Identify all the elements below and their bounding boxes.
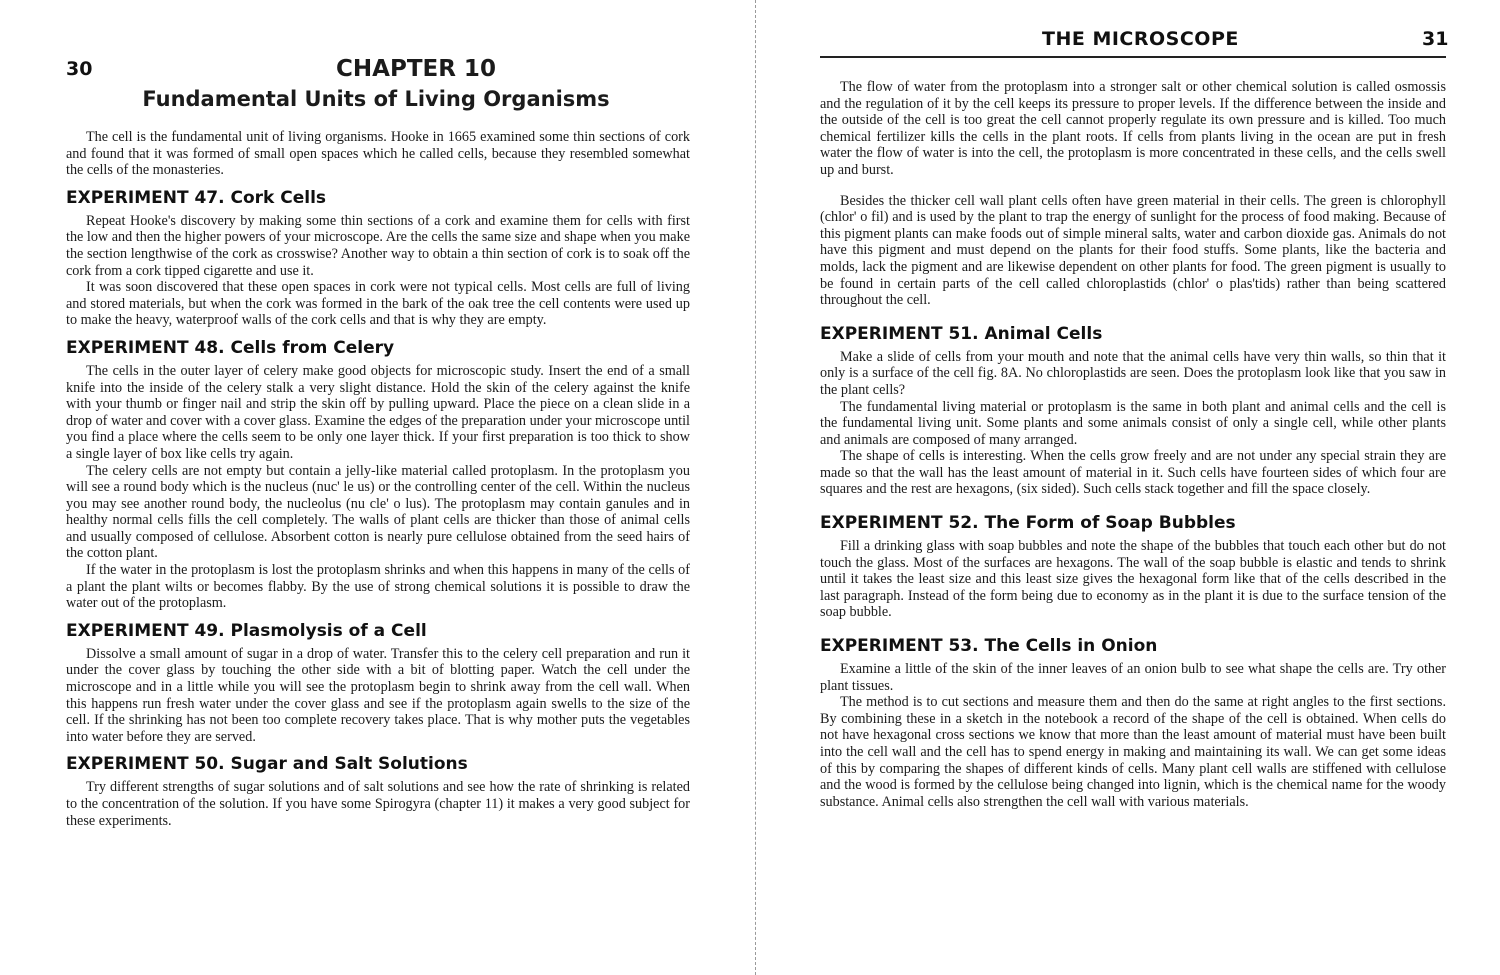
running-head: THE MICROSCOPE bbox=[1042, 28, 1239, 50]
experiment-48-paragraph-3: If the water in the protoplasm is lost the protoplasm shrinks and when this happens in many of the cells of a plant the plant wilts or becomes flabby. By the use of strong chemical solutions it is possible to draw the water out of the protoplasm. bbox=[66, 562, 690, 612]
experiment-53-paragraph-2: The method is to cut sections and measure them and then do the same at right angles to the first sections. By combining these in a sketch in the notebook a record of the shape of the cell is obtained. When cells do not have hexagonal cross sections we know that more than the least amount of material must have been built into the cell wall and the cell has to spend energy in making and maintaining its wall. We can get some ideas of this by comparing the shapes of different kinds of cells. Many plant cell walls are stiffened with cellulose and the wood is formed by the cellulose being changed into lignin, which is the chemical name for the woody substance. Animal cells also strengthen the cell wall with various materials. bbox=[820, 694, 1446, 810]
chapter-title: Fundamental Units of Living Organisms bbox=[142, 87, 610, 111]
experiment-47-heading: EXPERIMENT 47. Cork Cells bbox=[66, 187, 327, 208]
experiment-50-heading: EXPERIMENT 50. Sugar and Salt Solutions bbox=[66, 754, 468, 775]
right-page bbox=[760, 0, 1500, 975]
experiment-48-paragraph-1: The cells in the outer layer of celery make good objects for microscopic study. Insert the end of a small knife into the inside of the celery stalk a very slight distance. Hold the skin of the celery against the knife with your thumb or finger nail and strip the skin off by pulling upward. Place the piece on a clean slide in a drop of water and cover with a cover glass. Examine the edges of the preparation under your microscope until you find a place where the cells seem to be only one layer thick. If your first preparation is too thick to show a single layer of box like cells try again. bbox=[66, 362, 690, 462]
page-gutter bbox=[755, 0, 756, 975]
experiment-48-paragraph-2: The celery cells are not empty but contain a jelly-like material called protoplasm. In the protoplasm you will see a round body which is the nucleus (nuc' le us) or the controlling center of the cell. Within the nucleus you may see another round body, the nucleolus (nu cle' o lus). The protoplasm may contain ganules and in healthy normal cells fills the cell completely. The walls of plant cells are thicker than those of animal cells and usually composed of cellulose. Absorbent cotton is nearly pure cellulose obtained from the seed hairs of the cotton plant. bbox=[66, 462, 690, 562]
experiment-49-paragraph-1: Dissolve a small amount of sugar in a drop of water. Transfer this to the celery cell preparation and run it under the cover glass by touching the other side with a bit of blotting paper. Watch the cell under the microscope and in a little while you will see the protoplasm begin to shrink away from the cell wall. When this happens run fresh water under the cover glass and see if the protoplasm again swells to the size of the cell. If the shrinking has not been too complete recovery takes place. That is why mother puts the vegetables into water before they are served. bbox=[66, 645, 690, 745]
osmosis-paragraph: The flow of water from the protoplasm into a stronger salt or other chemical solution is called osmossis and the regulation of it by the cell keeps its pressure to proper levels. If the difference between the inside and the outside of the cell is too great the cell cannot properly regulate its own pressure and is killed. Too much chemical fertilizer kills the cells in the plant roots. If cells from plants living in the ocean are put in fresh water the flow of water is into the cell, the protoplasm is more concentrated in these cells, and the cells swell up and burst. bbox=[820, 79, 1446, 178]
experiment-48-heading: EXPERIMENT 48. Cells from Celery bbox=[66, 337, 395, 358]
chlorophyll-paragraph: Besides the thicker cell wall plant cells often have green material in their cells. The green is chlorophyll (chlor' o fil) and is used by the plant to trap the energy of sunlight for the process of food making. Because of this pigment plants can make foods out of simple mineral salts, water and carbon dioxide gas. Animals do not have this pigment and must depend on the plants for their food stuffs. Some plants, like the bacteria and molds, lack the pigment and are likewise dependent on other plants for food. The green pigment is usually to be found in certain parts of the cell called chloroplastids (chlor' o plas'tids) rather than being scattered throughout the cell. bbox=[820, 192, 1446, 309]
experiment-47-paragraph-1: Repeat Hooke's discovery by making some thin sections of a cork and examine them for cells with first the low and then the higher powers of your microscope. Are the cells the same size and shape when you make the section lengthwise of the cork as crosswise? Another way to obtain a thin section of cork is to soak off the cork from a cork tipped cigarette and use it. bbox=[66, 212, 690, 279]
header-rule bbox=[820, 56, 1446, 58]
experiment-49-heading: EXPERIMENT 49. Plasmolysis of a Cell bbox=[66, 620, 427, 641]
chapter-label: CHAPTER 10 bbox=[336, 56, 496, 82]
experiment-47-paragraph-2: It was soon discovered that these open spaces in cork were not typical cells. Most cells are full of living and stored materials, but when the cork was formed in the bark of the oak tree the cell contents were used up to make the heavy, waterproof walls of the cork cells and that is why they are empty. bbox=[66, 279, 690, 329]
page-number-right: 31 bbox=[1422, 28, 1449, 50]
experiment-52-heading: EXPERIMENT 52. The Form of Soap Bubbles bbox=[820, 513, 1236, 534]
experiment-53-heading: EXPERIMENT 53. The Cells in Onion bbox=[820, 636, 1158, 657]
page-number-left: 30 bbox=[66, 58, 93, 80]
experiment-51-heading: EXPERIMENT 51. Animal Cells bbox=[820, 323, 1103, 344]
left-column bbox=[66, 129, 690, 829]
experiment-51-paragraph-3: The shape of cells is interesting. When the cells grow freely and are not under any special strain they are made so that the wall has the least amount of material in it. Such cells have fourteen sides of which four are squares and the rest are hexagons, (six sided). Such cells stack together and fill the space closely. bbox=[820, 448, 1446, 498]
intro-paragraph: The cell is the fundamental unit of living organisms. Hooke in 1665 examined some thin sections of cork and found that it was formed of small open spaces which he called cells, because they resembled somewhat the cells of the monasteries. bbox=[66, 129, 690, 179]
experiment-52-paragraph-1: Fill a drinking glass with soap bubbles and note the shape of the bubbles that touch each other but do not touch the glass. Most of the surfaces are hexagons. The wall of the soap bubble is elastic and tends to shrink until it takes the least size and this least size gives the hexagonal form like that of the cells described in the last paragraph. Instead of the form being due to economy as in the plant it is due to the surface tension of the soap bubble. bbox=[820, 538, 1446, 621]
right-column bbox=[820, 79, 1446, 810]
experiment-50-paragraph-1: Try different strengths of sugar solutions and of salt solutions and see how the rate of shrinking is related to the concentration of the solution. If you have some Spirogyra (chapter 11) it makes a very good subject for these experiments. bbox=[66, 779, 690, 829]
experiment-53-paragraph-1: Examine a little of the skin of the inner leaves of an onion bulb to see what shape the cells are. Try other plant tissues. bbox=[820, 661, 1446, 694]
experiment-51-paragraph-1: Make a slide of cells from your mouth and note that the animal cells have very thin walls, so thin that it only is a surface of the cell fig. 8A. No chloroplastids are seen. Does the protoplasm look like that you saw in the plant cells? bbox=[820, 348, 1446, 398]
experiment-51-paragraph-2: The fundamental living material or protoplasm is the same in both plant and animal cells and the cell is the fundamental living unit. Some plants and some animals consist of only a single cell, while other plants and animals are composed of many arranged. bbox=[820, 398, 1446, 448]
